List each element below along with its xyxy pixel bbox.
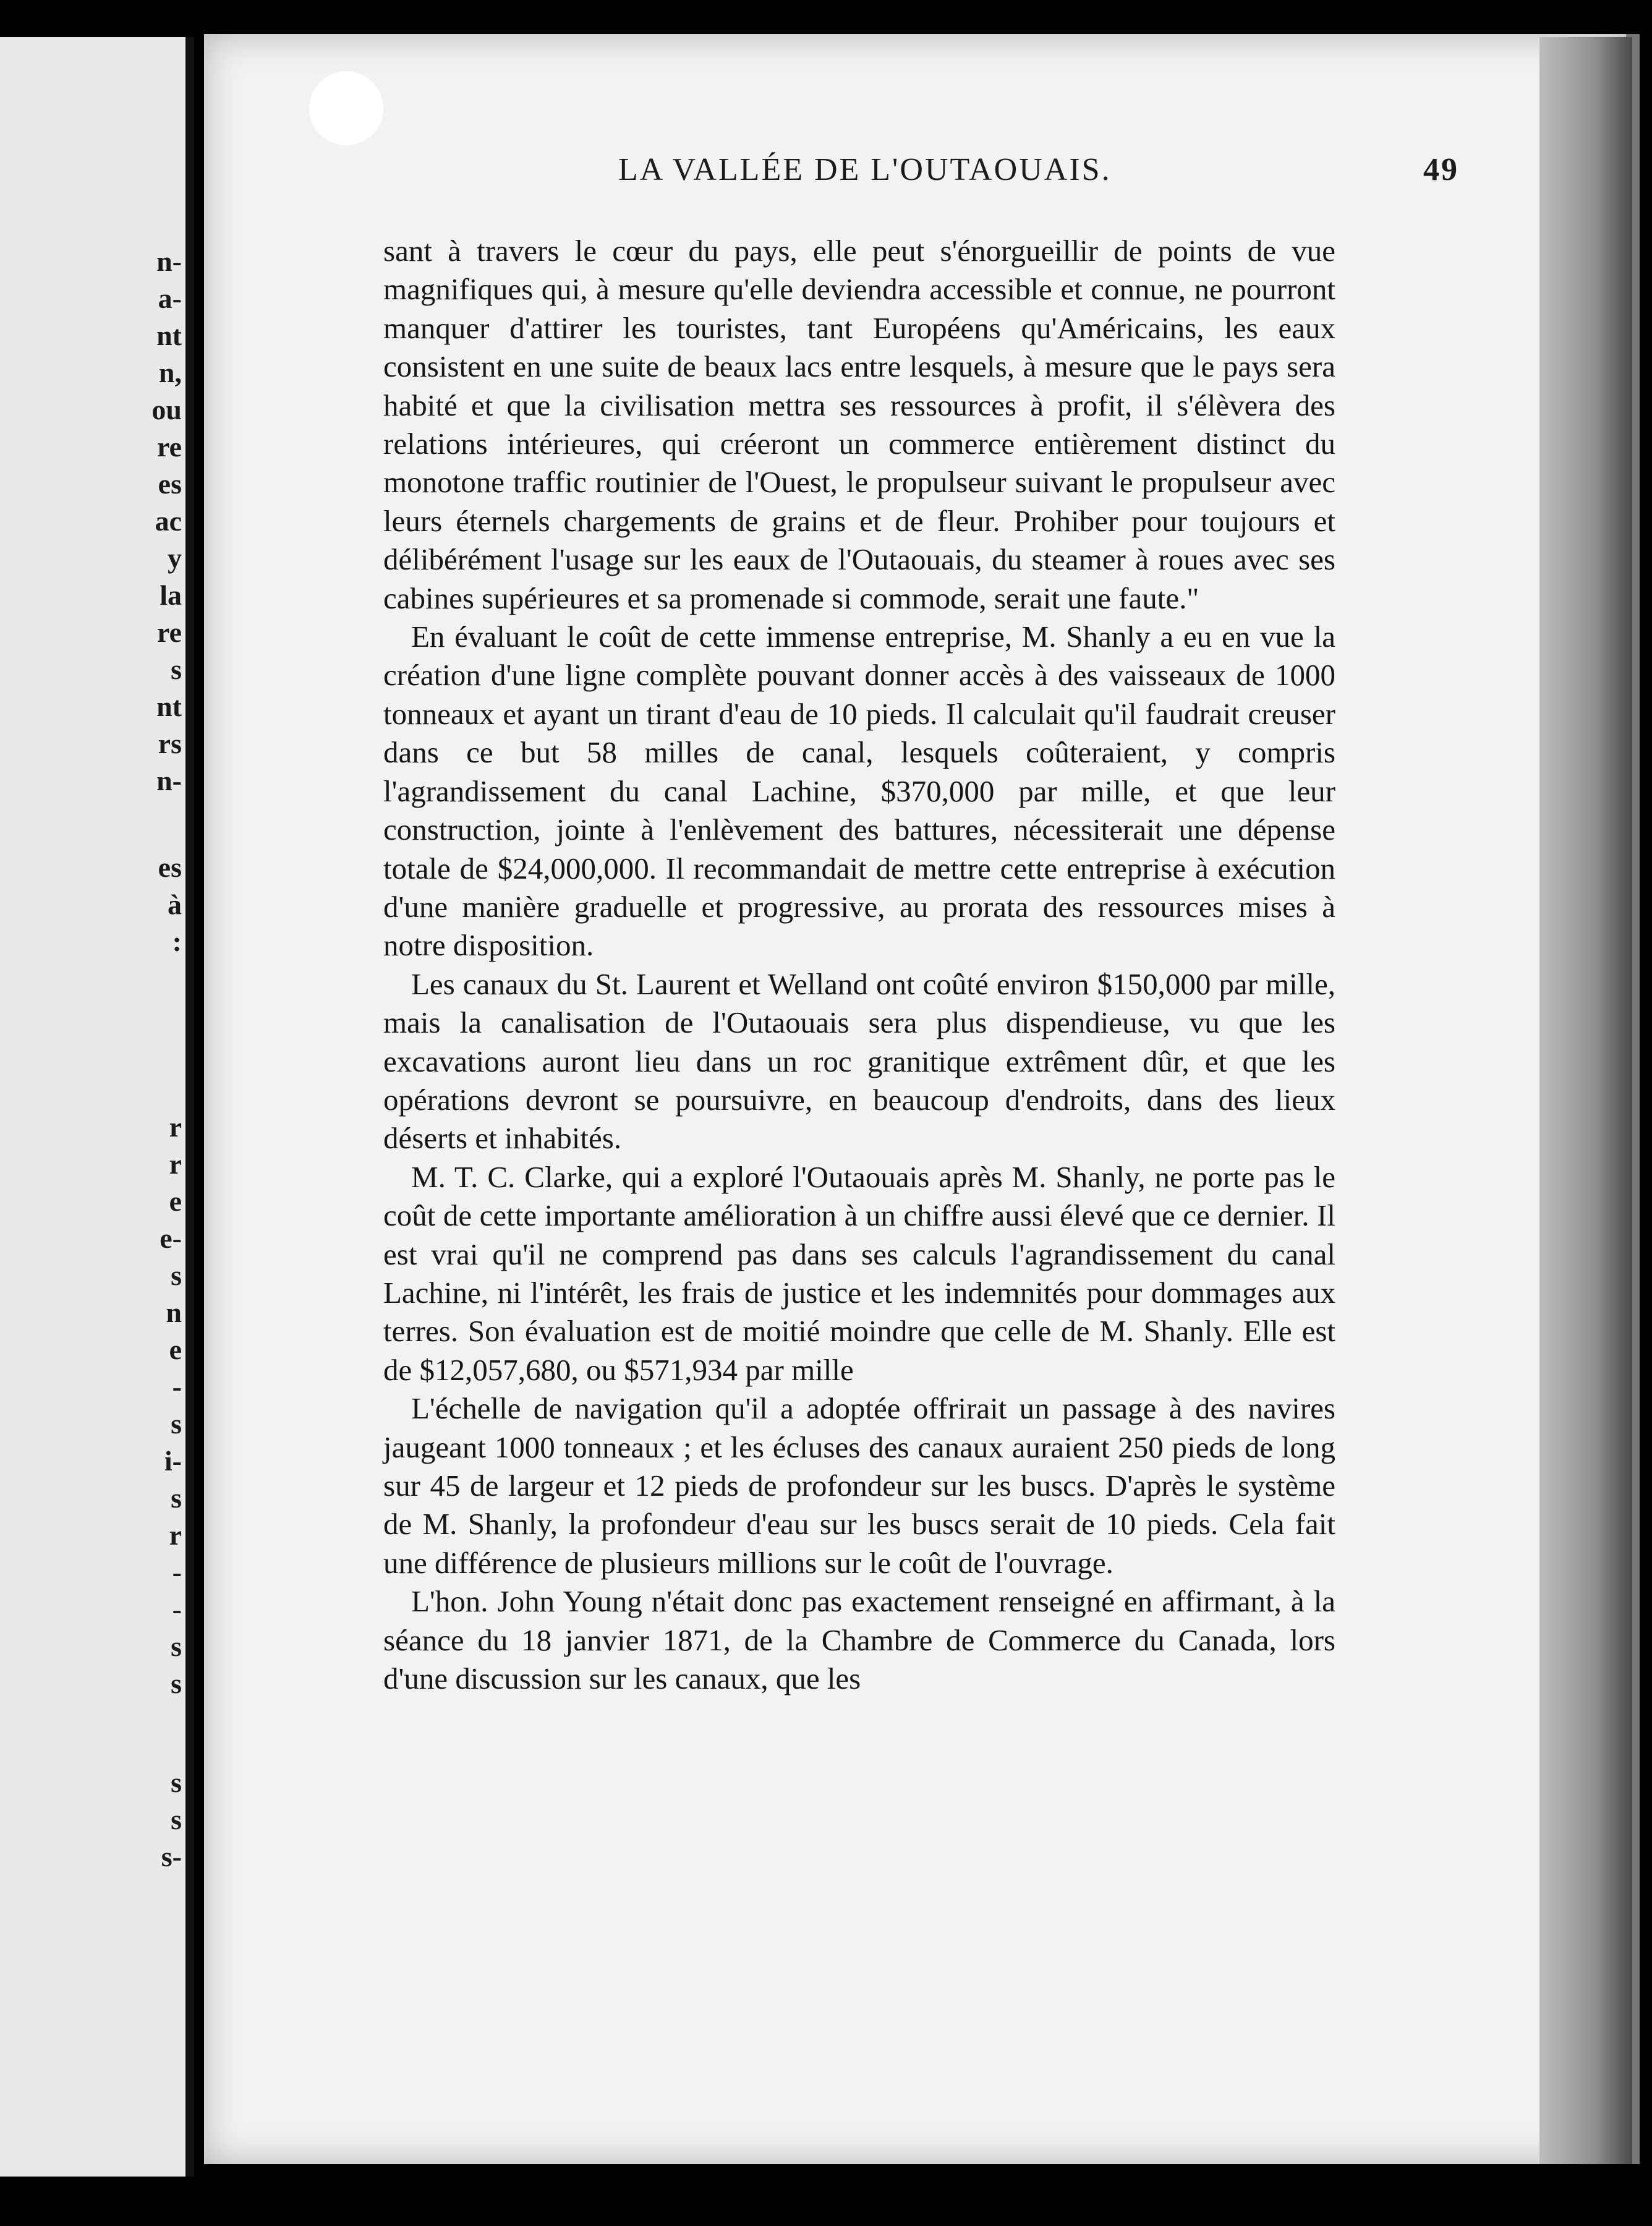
left-page — [0, 37, 194, 2177]
paragraph: L'échelle de navigation qu'il a adoptée offrirait un passage à des navires jaugeant 1000 tonneaux ; et les écluses des canaux auraient 250 pieds de long sur 45 de largeur et 12 pieds de profondeur sur les buscs. D'après le système de M. Shanly, la profondeur d'eau sur les buscs serait de 10 pieds. Cela fait une différence de plusieurs millions sur le coût de l'ouvrage. — [383, 1391, 1335, 1580]
fragment: a- — [158, 283, 182, 314]
fragment: s- — [161, 1841, 182, 1872]
left-page-margin-fragments — [108, 37, 182, 2177]
fragment: re — [156, 616, 182, 648]
fragment: n- — [156, 765, 182, 796]
fragment: s — [171, 1668, 182, 1699]
paragraph: En évaluant le coût de cette immense entreprise, M. Shanly a eu en vue la création d'une ligne complète pouvant donner accès à des vaisseaux de 1000 tonneaux et ayant un tirant d'eau de 10 pieds. Il calculait qu'il faudrait creuser dans ce but 58 milles de canal, lesquels coûteraient, y compris l'agrandissement du canal Lachine, $370,000 par mille, et que leur construction, jointe à l'enlèvement des battures, nécessiterait une dépense totale de $24,000,000. Il recommandait de mettre cette entreprise à exécution d'une manière graduelle et progressive, au prorata des ressources mises à notre disposition. — [383, 620, 1335, 963]
fragment: nt — [156, 320, 182, 351]
fragment: à — [168, 889, 182, 920]
fragment: i- — [164, 1445, 182, 1477]
paragraph: M. T. C. Clarke, qui a exploré l'Outaouais après M. Shanly, ne porte pas le coût de cette importante amélioration à un chiffre aussi élevé que ce dernier. Il est vrai qu'il ne comprend pas dans ses calculs l'agrandissement du canal Lachine, ni l'intérêt, les frais de justice et les indemnités pour dommages aux terres. Son évaluation est de moitié moindre que celle de M. Shanly. Elle est de $12,057,680, ou $571,934 par mille — [383, 1159, 1335, 1387]
fragment: r — [169, 1519, 182, 1551]
fragment: e — [169, 1334, 182, 1365]
paragraph: L'hon. John Young n'était donc pas exactement renseigné en affirmant, à la séance du 18 janvier 1871, de la Chambre de Commerce du Canada, lors d'une discussion sur les canaux, que les — [383, 1584, 1335, 1696]
fragment: s — [171, 1260, 182, 1291]
fragment: ou — [151, 394, 182, 425]
paragraph: sant à travers le cœur du pays, elle peut s'énorgueillir de points de vue magnifiques qui, à mesure qu'elle deviendra accessible et connue, ne pourront manquer d'attirer les touristes, tant Européens qu'Américains, les eaux consistent en une suite de beaux lacs entre lesquels, à mesure que le pays sera habité et que la civilisation mettra ses ressources à profit, il s'élèvera des relations intérieures, qui créeront un commerce entièrement distinct du monotone traffic routinier de l'Ouest, le propulseur suivant le propulseur avec leurs éternels chargements de grains et de fleur. Prohiber pour toujours et délibérément l'usage sur les eaux de l'Outaouais, du steamer à roues avec ses cabines supérieures et sa promenade si commode, serait une faute." — [383, 234, 1335, 615]
fragment: s — [171, 1767, 182, 1798]
fragment: rs — [158, 728, 182, 759]
fragment: n, — [158, 357, 182, 388]
fragment: s — [171, 1482, 182, 1514]
fragment: - — [172, 1556, 182, 1588]
fragment: : — [172, 926, 182, 957]
body-text — [383, 232, 1335, 1698]
paper-speck — [309, 71, 383, 145]
fragment: y — [168, 542, 182, 574]
fragment: re — [156, 431, 182, 463]
fragment: es — [158, 851, 182, 883]
fragment: e — [169, 1185, 182, 1217]
fragment: r — [169, 1148, 182, 1180]
fragment: n — [166, 1297, 182, 1328]
page-title: LA VALLÉE DE L'OUTAOUAIS. — [618, 152, 1112, 187]
fragment: es — [158, 468, 182, 500]
fragment: s — [171, 1408, 182, 1439]
paragraph: Les canaux du St. Laurent et Welland ont coûté environ $150,000 par mille, mais la canalisation de l'Outaouais sera plus dispendieuse, vu que les excavations auront lieu dans un roc granitique extrêment dûr, et que les opérations devront se poursuivre, en beaucoup d'endroits, dans des lieux déserts et inhabités. — [383, 966, 1335, 1156]
fragment: la — [160, 579, 182, 611]
fragment: s — [171, 654, 182, 685]
fragment: r — [169, 1111, 182, 1143]
fragment: s — [171, 1804, 182, 1835]
fragment: e- — [160, 1222, 182, 1254]
fragment: - — [172, 1371, 182, 1402]
fragment: nt — [156, 691, 182, 722]
page-edge — [1539, 37, 1632, 2164]
fragment: ac — [155, 505, 182, 537]
page-number: 49 — [1423, 152, 1459, 187]
fragment: n- — [156, 245, 182, 277]
fragment: - — [172, 1593, 182, 1625]
fragment: s — [171, 1631, 182, 1662]
